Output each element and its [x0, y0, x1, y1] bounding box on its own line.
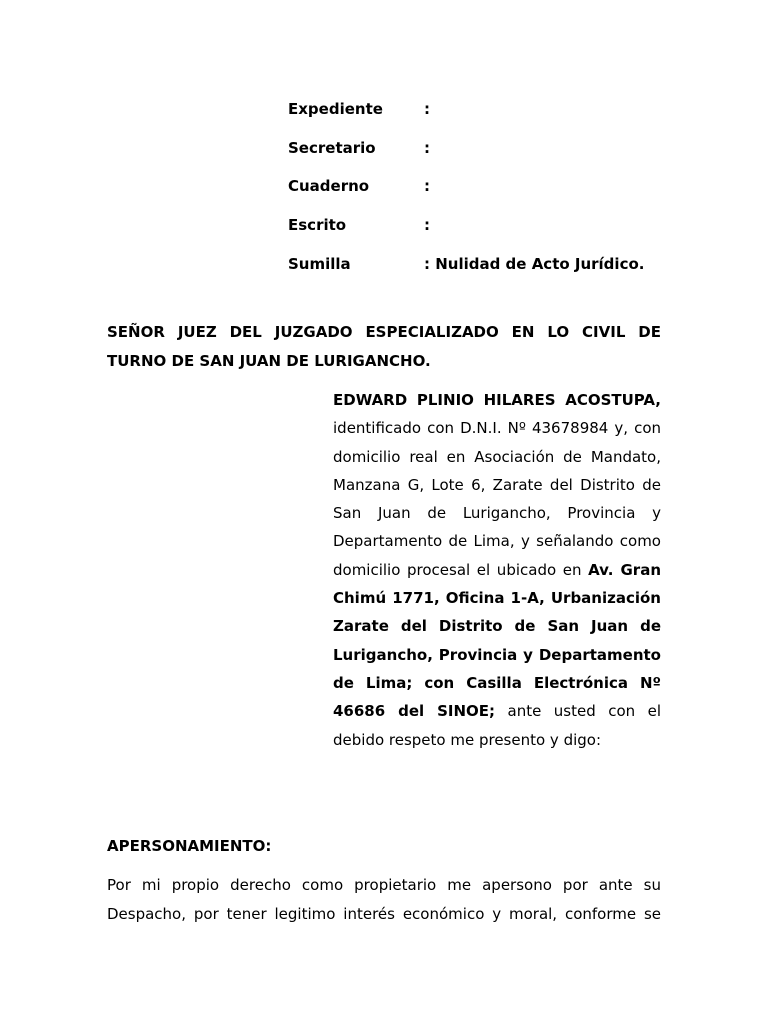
header-label: Expediente: [288, 100, 383, 119]
intro-text: identificado con D.N.I. Nº 43678984 y, con domicilio real en Asociación de Mandato, Manzana G, Lote 6, Zarate del Distrito de San Juan de Lurigancho, Provincia y Departamento de Lima, y señalando como domicilio procesal el ubicado en: [333, 419, 661, 579]
header-value: :: [424, 100, 430, 119]
header-value: :: [424, 177, 430, 196]
intro-closing: ante usted con el debido respeto me presento y digo:: [333, 702, 661, 749]
header-row-secretario: [288, 129, 668, 168]
header-label: Cuaderno: [288, 177, 370, 196]
header-label: Secretario: [288, 138, 376, 157]
case-header: [288, 90, 668, 283]
header-row-escrito: [288, 206, 668, 245]
header-value: : Nulidad de Acto Jurídico.: [424, 254, 645, 273]
procedural-address: Av. Gran Chimú 1771, Oficina 1-A, Urbanización Zarate del Distrito de San Juan de Lurigancho, Provincia y Departamento de Lima; con Casilla Electrónica Nº 46686 del SINOE;: [333, 560, 661, 721]
petitioner-intro: [333, 386, 661, 754]
section-paragraph: Por mi propio derecho como propietario me apersono por ante su Despacho, por tener legitimo interés económico y moral, conforme se: [107, 876, 661, 923]
header-row-expediente: [288, 90, 668, 129]
section-title: APERSONAMIENTO:: [107, 837, 272, 855]
header-value: :: [424, 138, 430, 157]
header-row-sumilla: [288, 244, 668, 283]
petitioner-name: EDWARD PLINIO HILARES ACOSTUPA,: [333, 391, 661, 409]
header-value: :: [424, 216, 430, 235]
header-label: Sumilla: [288, 254, 351, 273]
header-row-cuaderno: [288, 167, 668, 206]
header-label: Escrito: [288, 216, 347, 235]
addressee-heading: SEÑOR JUEZ DEL JUZGADO ESPECIALIZADO EN LO CIVIL DE TURNO DE SAN JUAN DE LURIGANCHO.: [107, 323, 661, 370]
